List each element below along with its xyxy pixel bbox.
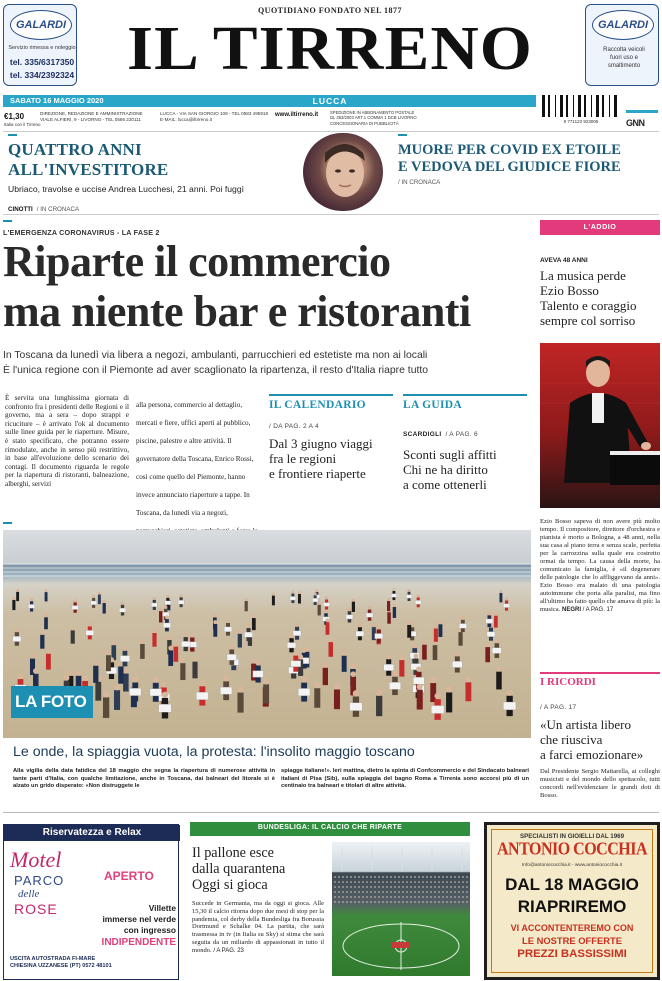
addio-body-wrap [540, 518, 660, 653]
ricordi-box[interactable] [540, 672, 660, 807]
sport-ref: / A PAG. 23 [213, 947, 244, 954]
portrait-face [303, 133, 383, 211]
teaser-right-headline-2: E VEDOVA DEL GIUDICE FIORE [398, 159, 621, 175]
teaser-right[interactable] [398, 142, 660, 202]
motel-ad[interactable] [3, 824, 179, 980]
ear-left-line1: Servizio rimessa e noleggio [8, 45, 76, 51]
addio-ref: / A PAG. 17 [582, 607, 614, 613]
sport-body: Succede in Germania, ma da oggi si gioca. Alle 15,30 il calcio ritorna dopo due mesi di stop per la pandemia, col derby della Bundesliga fra Borussia Dortmund e Schalke 04. La partita, che sarà trasmessa in tv (in Italia su Sky) si stima che sarà seguita da un miliardo di appassionati in tutto il mondo. [192, 900, 324, 954]
bosso-figure [540, 343, 660, 508]
addio-column[interactable] [540, 220, 660, 690]
teaser-left-pin [8, 134, 17, 136]
motel-line-4: INDIPENDENTE [101, 937, 176, 948]
teaser-left[interactable] [8, 140, 298, 213]
gnn-logo-text: GNN [626, 118, 645, 128]
masthead-spedizione: SPEDIZIONE IN ABBONAMENTO POSTALE DL 353/2003 ART.1 COMMA 1 DCB LIVORNO CONCESSIONARIA DI PUBBLICITÀ [330, 110, 417, 126]
ricordi-ref: / A PAG. 17 [540, 704, 577, 711]
box-guida-text-1: Sconti sugli affitti [403, 447, 497, 462]
ricordi-quote-2: che riusciva [540, 732, 603, 747]
lead-deck-2: È l'unica regione con il Piemonte ad aver scaglionato la ripartenza, il resto d'Italia riapre tutto [3, 365, 429, 376]
box-calendario[interactable] [269, 394, 397, 504]
masthead-tagline: QUOTIDIANO FONDATO NEL 1877 [257, 6, 403, 15]
masthead-date: SABATO 16 MAGGIO 2020 [10, 96, 104, 105]
teaser-left-byline: CINOTTI [8, 206, 33, 213]
masthead-website[interactable]: www.iltirreno.it [275, 112, 319, 118]
masthead-price-note: Italia con il Tirreno [4, 122, 41, 127]
masthead-local: LUCCA - VIA SAN GIORGIO 108 - TEL 0583 495919 E-MAIL: lucca@iltirreno.it [160, 111, 269, 122]
motel-brand-4: ROSE [14, 901, 58, 917]
ricordi-body: Dal Presidente Sergio Mattarella, ai colleghi musicisti e del mondo dello spettacolo, tutti concordi nell'evidenziare le grandi doti di Bosso. [540, 768, 660, 799]
motel-brand-1: Motel [10, 847, 62, 872]
box-calendario-text-3: e frontiere riaperte [269, 466, 366, 481]
teaser-left-summary: Ubriaco, travolse e uccise Andrea Lucchesi, 21 anni. Poi fuggì [8, 184, 244, 194]
stadium-photo [332, 842, 470, 976]
motel-brand-2: PARCO [14, 873, 65, 888]
sport-headline-3: Oggi si gioca [192, 877, 268, 893]
box-calendario-title: IL CALENDARIO [269, 399, 366, 411]
box-guida[interactable] [403, 394, 531, 504]
ear-ad-right[interactable] [585, 4, 659, 86]
teaser-divider-bottom [3, 214, 659, 215]
ear-right-line3: smaltimento [607, 63, 641, 69]
foto-section[interactable] [3, 522, 531, 805]
box-guida-text-3: a come ottenerli [403, 477, 487, 492]
box-calendario-ref: / DA PAG. 2 A 4 [269, 423, 319, 430]
box-calendario-text-1: Dal 3 giugno viaggi [269, 436, 373, 451]
ear-ad-left[interactable] [3, 4, 77, 86]
box-guida-byline: SCARDIGLI [403, 431, 442, 438]
lead-headline-1: Riparte il commercio [3, 237, 391, 286]
cocchia-l4: LE NOSTRE OFFERTE [521, 935, 622, 946]
cocchia-ad[interactable] [484, 822, 660, 980]
addio-headline-2: Ezio Bosso [540, 283, 599, 298]
masthead-address: DIREZIONE, REDAZIONE E AMMINISTRAZIONE VIALE ALFIERI, 9 - LIVORNO - TEL 0586 220111 [40, 111, 143, 122]
addio-kicker: AVEVA 48 ANNI [540, 257, 588, 264]
ricordi-quote-1: «Un artista libero [540, 717, 631, 732]
cocchia-l5: PREZZI BASSISSIMI [517, 948, 627, 960]
bosso-photo [540, 343, 660, 508]
addio-label: L'ADDIO [583, 222, 617, 231]
teaser-right-headline-1: MUORE PER COVID EX ETOILE [398, 142, 621, 158]
galardi-logo [10, 10, 72, 40]
addio-byline: NEGRI [561, 607, 581, 613]
gnn-logo [626, 110, 658, 128]
foto-pin [3, 522, 12, 524]
bottom-divider [3, 812, 659, 813]
sport-headline-1: Il pallone esce [192, 845, 274, 861]
teaser-divider-top [3, 131, 659, 132]
motel-open: APERTO [104, 869, 154, 883]
sport-body-wrap [192, 900, 324, 980]
cocchia-l1: DAL 18 MAGGIO [505, 875, 639, 894]
box-guida-text-2: Chi ne ha diritto [403, 462, 488, 477]
ear-left-tel2: tel. 334/2392324 [9, 70, 75, 80]
ear-right-line2: fuori uso e [609, 55, 639, 61]
stadium-shape [332, 842, 470, 976]
barcode-number: 9 771122 923005 [563, 119, 599, 124]
teaser-right-ref: / IN CRONACA [398, 179, 441, 186]
lead-col-2-wrap [136, 394, 262, 517]
lead-headline-2: ma niente bar e ristoranti [3, 287, 471, 336]
sport-headline-2: dalla quarantena [192, 861, 286, 877]
foto-text-right: spiagge italiane!». Ieri mattina, dietro la spinta di Confcommercio e del Sindacato balneari italiani di Pisa (Sib), sulla spiaggia del bagno Roma a Tirrenia sono accorsi più di un centinaio tra balneari e titolari di altre attività. [281, 768, 529, 790]
teaser-right-pin [398, 134, 407, 136]
lead-pin [3, 220, 12, 222]
addio-headline-3: Talento e coraggio [540, 298, 637, 313]
galardi-brand-right: GALARDI [597, 19, 649, 31]
ear-left-tel1: tel. 335/6317350 [9, 57, 75, 67]
galardi-brand: GALARDI [15, 19, 67, 31]
addio-headline-4: sempre col sorriso [540, 313, 636, 328]
motel-address: USCITA AUTOSTRADA FI-MARE CHIESINA UZZANESE (PT) 0572 48101 [10, 956, 112, 969]
lead-kicker: L'EMERGENZA CORONAVIRUS - LA FASE 2 [3, 228, 160, 237]
cocchia-contact[interactable]: Info@antoniococchia.it - www.antoniococchia.it [521, 863, 623, 868]
sport-section[interactable] [190, 822, 475, 980]
motel-brand-3: delle [18, 888, 40, 900]
ricordi-label: I RICORDI [540, 676, 596, 688]
masthead-price: €1,30 [4, 112, 25, 121]
cocchia-l2: RIAPRIREMO [517, 897, 627, 916]
teaser-left-headline: QUATTRO ANNI ALL'INVESTITORE [8, 140, 169, 179]
foto-label: LA FOTO [15, 692, 87, 711]
masthead-edition: LUCCA [312, 96, 348, 106]
motel-header: Riservatezza e Relax [42, 827, 142, 838]
teaser-left-ref: / IN CRONACA [36, 206, 80, 213]
addio-body: Ezio Bosso sapeva di non avere più molto tempo. Il compositore, direttore d'orchestra e pianista è morto a Bologna, a 48 anni, nella sua casa al piano terra e senza scale, perfetta per la carrozzina sulla quale era costretto ormai da tempo. La causa della morte, ha comunicato la famiglia, è «il degenerare delle patologie che lo affliggevano da anni». Ezio Bosso era malato di una patologia autoimmune che porta alla paralisi, ma fino all'ultimo ha fatto quello che amava di più: la musica. [540, 518, 660, 613]
ricordi-quote-3: a farci emozionare» [540, 747, 644, 762]
lead-col-1: È servita una lunghissima giornata di confronto fra i presidenti delle Regioni e il governo, ma a sera – dopo strappi e ricuciture – è arrivato l'ok al documento sulle linee guida per le riaperture. Misure, è stato specificato, che potranno essere rimodulate, anche in senso più restrittivo, in base all'evoluzione dello scenario dei contagi. Il documento riguarda le regole per la riapertura di ristoranti, balneazione, alberghi, servizi [5, 394, 129, 488]
foto-text-left: Alla vigilia della data fatidica del 18 maggio che segna la riapertura di numerose attività in tante parti d'Italia, con qualche limitazione, anche in Toscana, dai balneari del litorale si è alzato un grido disperato: «Non distruggete le [13, 768, 275, 790]
box-guida-ref: / A PAG. 6 [445, 431, 478, 438]
masthead-title: IL TIRRENO [127, 15, 533, 83]
galardi-logo-right [592, 10, 654, 40]
foto-caption: Le onde, la spiaggia vuota, la protesta: l'insolito maggio toscano [13, 744, 415, 760]
lead-story[interactable] [3, 222, 531, 522]
teaser-portrait-photo [303, 133, 383, 211]
cocchia-brand: ANTONIO COCCHIA [497, 839, 647, 860]
box-guida-title: LA GUIDA [403, 399, 462, 411]
lead-deck-1: In Toscana da lunedì via libera a negozi, ambulanti, parrucchieri ed estetiste ma non ai locali [3, 350, 428, 361]
box-calendario-text-2: fra le regioni [269, 451, 337, 466]
motel-line-2: immerse nel verde [102, 914, 176, 924]
motel-line-1: Villette [148, 903, 176, 913]
addio-headline-1: La musica perde [540, 268, 626, 283]
cocchia-top: SPECIALISTI IN GIOIELLI DAL 1969 [519, 833, 625, 840]
ear-right-line1: Raccolta veicoli [603, 47, 645, 53]
cocchia-l3: VI ACCONTENTEREMO CON [510, 923, 634, 933]
sport-banner: BUNDESLIGA: IL CALCIO CHE RIPARTE [257, 824, 403, 831]
lead-col-2: alla persona, commercio al dettaglio, mercati e fiere, uffici aperti al pubblico, piscine, palestre e altre attività. Il governatore della Toscana, Enrico Rossi, così come quello del Piemonte, hanno invece annunciato riaperture a tappe. In Toscana, da lunedì via a negozi, [136, 401, 254, 517]
motel-line-3: con ingresso [123, 925, 176, 935]
